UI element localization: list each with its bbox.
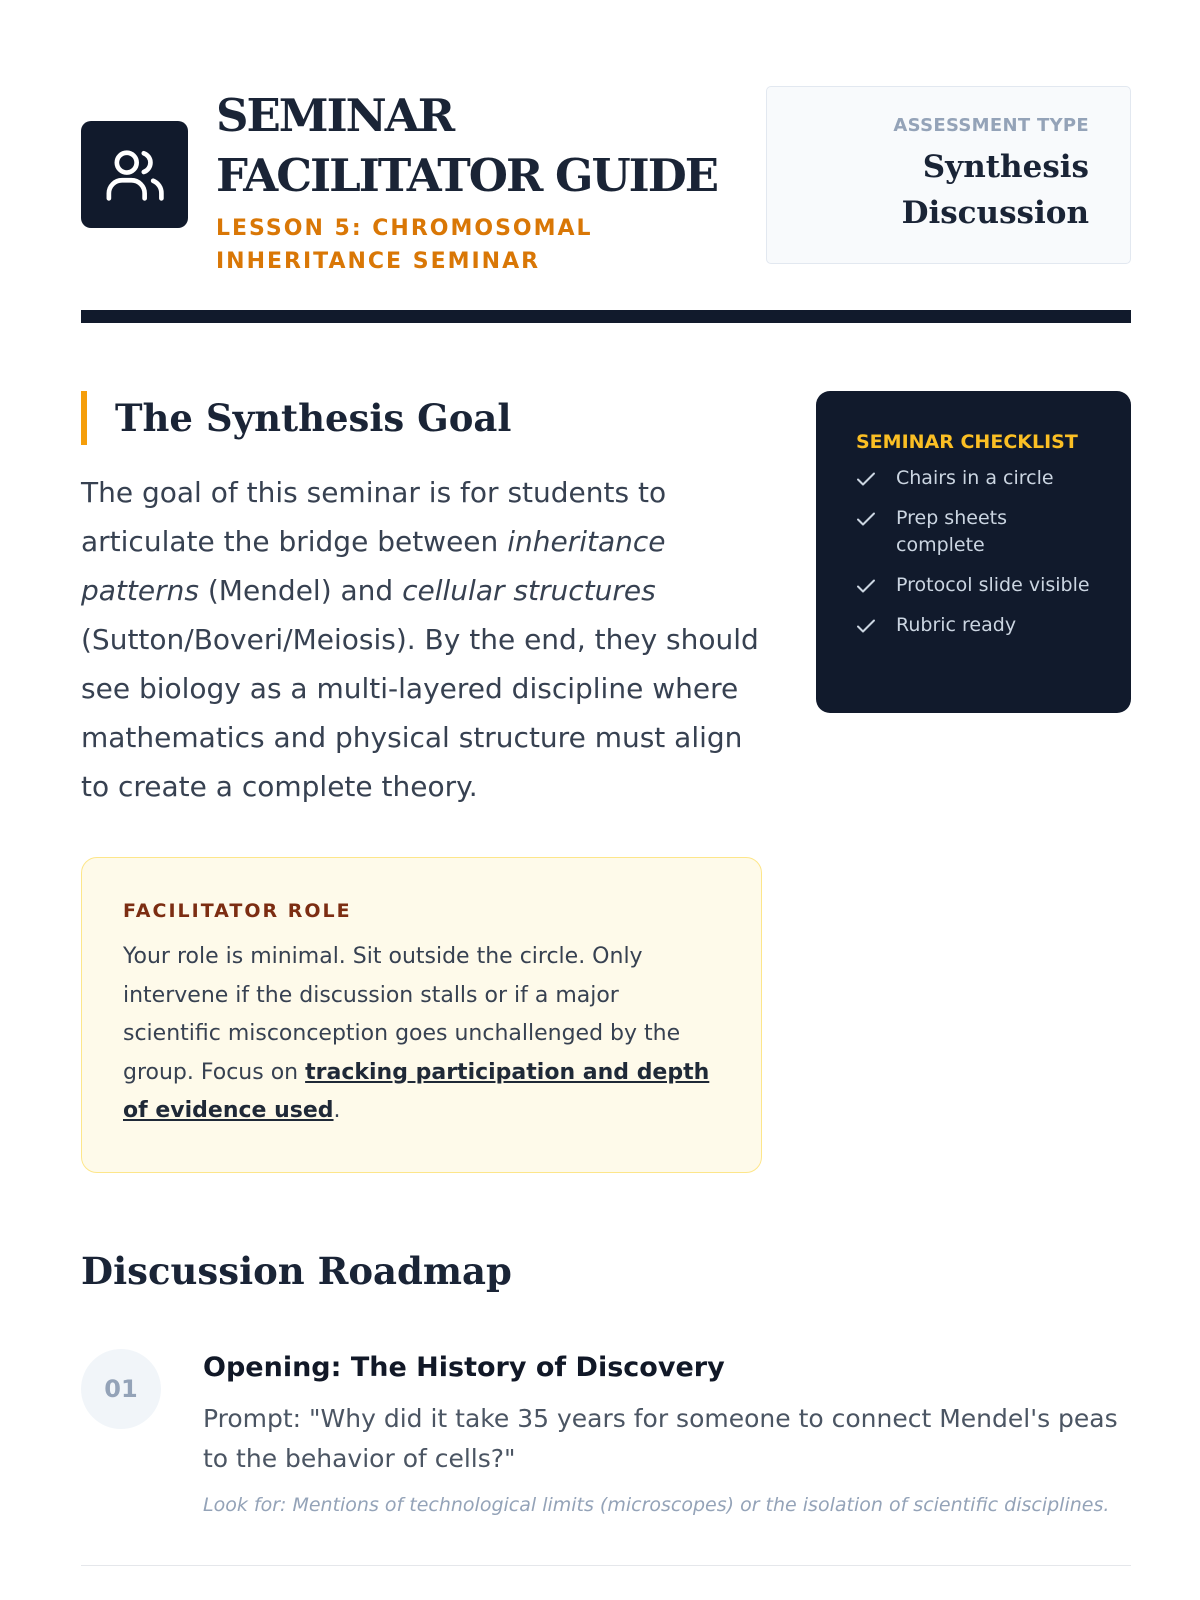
checklist-item: [856, 612, 1101, 639]
checklist-item-label: Rubric ready: [896, 614, 1017, 636]
goal-emphasis-inheritance: inheritance patterns: [81, 525, 666, 607]
check-icon: [856, 465, 878, 492]
lesson-subtitle: LESSON 5: CHROMOSOMAL INHERITANCE SEMINAR: [216, 216, 593, 274]
checklist-item-label: Protocol slide visible: [896, 574, 1090, 596]
discussion-roadmap-heading: Discussion Roadmap: [81, 1249, 512, 1293]
facilitator-guide-page: [81, 0, 1131, 1600]
step-body: [203, 1349, 1131, 1519]
goal-emphasis-cellular: cellular structures: [402, 574, 656, 607]
goal-text-part-3: (Sutton/Boveri/Meiosis). By the end, they should see biology as a multi-layered discipline where mathematics and physical structure must align to create a complete theory.: [81, 623, 759, 803]
checklist-title: SEMINAR CHECKLIST: [856, 431, 1078, 453]
step-look-for: Look for: Mentions of technological limits (microscopes) or the isolation of scientific disciplines.: [203, 1494, 1110, 1516]
checklist-item: [856, 505, 1101, 559]
seminar-checklist: [816, 391, 1131, 713]
checklist-item: [856, 465, 1101, 492]
role-text-emphasis: tracking participation and depth of evidence used: [123, 1059, 710, 1123]
step-prompt: Prompt: "Why did it take 35 years for someone to connect Mendel's peas to the behavior of cells?": [203, 1404, 1118, 1473]
synthesis-goal-text: [81, 468, 771, 811]
title-block: [216, 86, 756, 278]
checklist-item: [856, 572, 1101, 599]
checklist-item-label: Chairs in a circle: [896, 467, 1054, 489]
step-title: Opening: The History of Discovery: [203, 1352, 725, 1383]
facilitator-role-callout: [81, 857, 762, 1173]
users-icon: [81, 121, 188, 228]
check-icon: [856, 505, 878, 532]
goal-text-part-1: The goal of this seminar is for students to articulate the bridge between: [81, 476, 667, 558]
step-divider: [81, 1565, 1131, 1566]
assessment-type-card: [766, 86, 1131, 264]
facilitator-role-label: FACILITATOR ROLE: [123, 900, 352, 922]
step-number-badge: 01: [81, 1349, 161, 1429]
assessment-type-value: Synthesis Discussion: [901, 149, 1089, 231]
role-text-body: Your role is minimal. Sit outside the circle. Only intervene if the discussion stalls or if a major scientific misconception goes unchallenged by the group. Focus on: [123, 944, 681, 1085]
page-title: SEMINAR FACILITATOR GUIDE: [216, 89, 718, 202]
check-icon: [856, 572, 878, 599]
check-icon: [856, 612, 878, 639]
goal-text-part-2: (Mendel) and: [198, 574, 403, 607]
role-text-end: .: [333, 1098, 341, 1123]
guide-header: [81, 86, 1131, 274]
checklist-item-label: Prep sheets complete: [896, 507, 1007, 556]
header-divider: [81, 310, 1131, 323]
synthesis-goal-heading: The Synthesis Goal: [81, 391, 511, 445]
assessment-type-label: ASSESSMENT TYPE: [893, 115, 1089, 136]
facilitator-role-text: [123, 938, 721, 1131]
